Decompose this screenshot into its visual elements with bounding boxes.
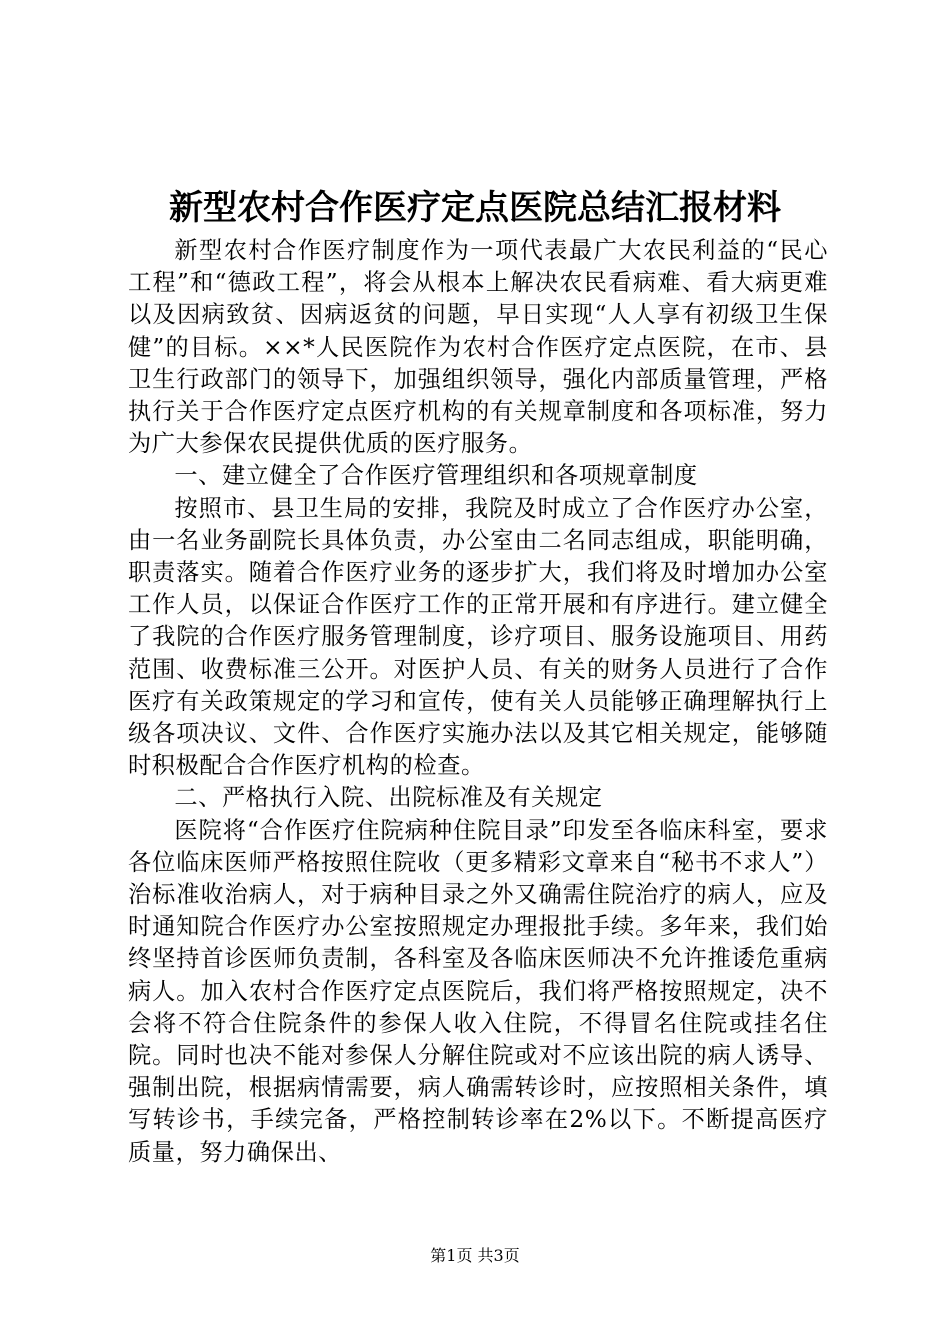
intro-paragraph: 新型农村合作医疗制度作为一项代表最广大农民利益的“民心工程”和“德政工程”，将会从根本上解决农民看病难、看大病更难以及因病致贫、因病返贫的问题，早日实现“人人享有初级卫生保健”的目标。××*人民医院作为农村合作医疗定点医院，在市、县卫生行政部门的领导下，加强组织领导，强化内部质量管理，严格执行关于合作医疗定点医疗机构的有关规章制度和各项标准，努力为广大参保农民提供优质的医疗服务。 xyxy=(128,237,828,458)
section-2-paragraph: 医院将“合作医疗住院病种住院目录”印发至各临床科室，要求各位临床医师严格按照住院收（更多精彩文章来自“秘书不求人”）治标准收治病人，对于病种目录之外又确需住院治疗的病人，应及时通知院合作医疗办公室按照规定办理报批手续。多年来，我们始终坚持首诊医师负责制，各科室及各临床医师决不允许推诿危重病病人。加入农村合作医疗定点医院后，我们将严格按照规定，决不会将不符合住院条件的参保人收入住院，不得冒名住院或挂名住院。同时也决不能对参保人分解住院或对不应该出院的病人诱导、强制出院，根据病情需要，病人确需转诊时，应按照相关条件，填写转诊书，手续完备，严格控制转诊率在2%以下。不断提高医疗质量，努力确保出、 xyxy=(128,816,828,1166)
document-body xyxy=(128,235,828,1169)
section-1-paragraph: 按照市、县卫生局的安排，我院及时成立了合作医疗办公室，由一名业务副院长具体负责，办公室由二名同志组成，职能明确，职责落实。随着合作医疗业务的逐步扩大，我们将及时增加办公室工作人员，以保证合作医疗工作的正常开展和有序进行。建立健全了我院的合作医疗服务管理制度，诊疗项目、服务设施项目、用药范围、收费标准三公开。对医护人员、有关的财务人员进行了合作医疗有关政策规定的学习和宣传，使有关人员能够正确理解执行上级各项决议、文件、合作医疗实施办法以及其它相关规定，能够随时积极配合合作医疗机构的检查。 xyxy=(128,494,828,780)
document-title: 新型农村合作医疗定点医院总结汇报材料 xyxy=(169,188,781,228)
page-footer: 第1页 共3页 xyxy=(430,1246,520,1265)
section-heading-2: 二、严格执行入院、出院标准及有关规定 xyxy=(174,784,603,812)
section-heading-1: 一、建立健全了合作医疗管理组织和各项规章制度 xyxy=(174,462,698,490)
